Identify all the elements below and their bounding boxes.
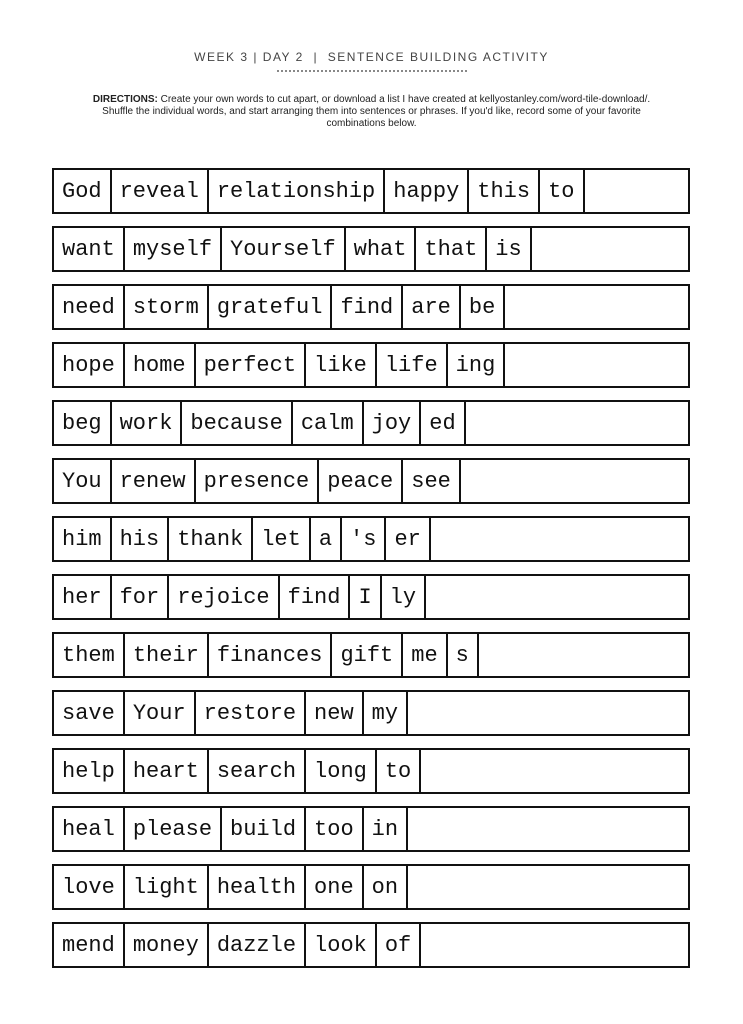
word-tile[interactable]: find xyxy=(280,576,351,618)
word-tile[interactable]: calm xyxy=(293,402,364,444)
word-row xyxy=(52,168,690,214)
blank-tile xyxy=(421,924,688,966)
word-tile[interactable]: life xyxy=(377,344,448,386)
word-tile[interactable]: my xyxy=(364,692,408,734)
word-tile[interactable]: let xyxy=(253,518,311,560)
word-tile[interactable]: please xyxy=(125,808,222,850)
word-tile[interactable]: joy xyxy=(364,402,422,444)
word-tile[interactable]: ing xyxy=(448,344,506,386)
dotted-divider xyxy=(277,70,467,72)
word-tile[interactable]: storm xyxy=(125,286,209,328)
directions-block xyxy=(90,94,653,130)
word-tile[interactable]: like xyxy=(306,344,377,386)
word-row xyxy=(52,284,690,330)
blank-tile xyxy=(585,170,689,212)
blank-tile xyxy=(505,286,688,328)
word-tile[interactable]: mend xyxy=(54,924,125,966)
word-tile[interactable]: look xyxy=(306,924,377,966)
word-tile[interactable]: to xyxy=(377,750,421,792)
word-tile[interactable]: new xyxy=(306,692,364,734)
blank-tile xyxy=(461,460,688,502)
blank-tile xyxy=(408,692,688,734)
word-tile[interactable]: search xyxy=(209,750,306,792)
blank-tile xyxy=(505,344,688,386)
word-tile[interactable]: that xyxy=(416,228,487,270)
word-tile[interactable]: their xyxy=(125,634,209,676)
word-tile[interactable]: peace xyxy=(319,460,403,502)
word-tile[interactable]: I xyxy=(350,576,381,618)
word-tile[interactable]: home xyxy=(125,344,196,386)
word-tile[interactable]: s xyxy=(448,634,479,676)
word-tile[interactable]: save xyxy=(54,692,125,734)
blank-tile xyxy=(426,576,688,618)
word-tile[interactable]: want xyxy=(54,228,125,270)
word-tile[interactable]: to xyxy=(540,170,584,212)
word-tile[interactable]: is xyxy=(487,228,531,270)
word-tile[interactable]: presence xyxy=(196,460,320,502)
word-tile[interactable]: him xyxy=(54,518,112,560)
word-tile[interactable]: thank xyxy=(169,518,253,560)
word-tile[interactable]: finances xyxy=(209,634,333,676)
blank-tile xyxy=(431,518,688,560)
word-tile[interactable]: God xyxy=(54,170,112,212)
word-tile[interactable]: grateful xyxy=(209,286,333,328)
word-tile[interactable]: renew xyxy=(112,460,196,502)
word-tile[interactable]: ly xyxy=(382,576,426,618)
word-tile[interactable]: find xyxy=(332,286,403,328)
word-row xyxy=(52,864,690,910)
word-tile[interactable]: heal xyxy=(54,808,125,850)
word-row xyxy=(52,806,690,852)
page-header xyxy=(0,50,743,72)
blank-tile xyxy=(479,634,688,676)
word-row xyxy=(52,400,690,446)
word-tile[interactable]: restore xyxy=(196,692,306,734)
word-tile[interactable]: relationship xyxy=(209,170,385,212)
word-tile[interactable]: need xyxy=(54,286,125,328)
blank-tile xyxy=(421,750,688,792)
word-tile[interactable]: long xyxy=(306,750,377,792)
word-tile[interactable]: this xyxy=(469,170,540,212)
word-tile[interactable]: health xyxy=(209,866,306,908)
word-row xyxy=(52,748,690,794)
blank-tile xyxy=(532,228,688,270)
word-tile[interactable]: one xyxy=(306,866,364,908)
word-tile[interactable]: er xyxy=(386,518,430,560)
word-tile[interactable]: ed xyxy=(421,402,465,444)
word-tile[interactable]: perfect xyxy=(196,344,306,386)
word-tile[interactable]: reveal xyxy=(112,170,209,212)
blank-tile xyxy=(408,866,688,908)
word-tile[interactable]: heart xyxy=(125,750,209,792)
word-tile[interactable]: a xyxy=(311,518,342,560)
word-tile[interactable]: 's xyxy=(342,518,386,560)
word-row xyxy=(52,690,690,736)
blank-tile xyxy=(466,402,688,444)
word-tile[interactable]: too xyxy=(306,808,364,850)
word-tile[interactable]: on xyxy=(364,866,408,908)
word-tile[interactable]: work xyxy=(112,402,183,444)
word-tile[interactable]: what xyxy=(346,228,417,270)
word-tile[interactable]: are xyxy=(403,286,461,328)
word-tile[interactable]: her xyxy=(54,576,112,618)
word-row xyxy=(52,516,690,562)
word-tile[interactable]: happy xyxy=(385,170,469,212)
word-tile[interactable]: love xyxy=(54,866,125,908)
word-row xyxy=(52,632,690,678)
word-tile[interactable]: be xyxy=(461,286,505,328)
word-tile[interactable]: Your xyxy=(125,692,196,734)
word-tile[interactable]: rejoice xyxy=(169,576,279,618)
word-tile[interactable]: them xyxy=(54,634,125,676)
word-tile[interactable]: beg xyxy=(54,402,112,444)
word-tile[interactable]: hope xyxy=(54,344,125,386)
word-row xyxy=(52,342,690,388)
word-row xyxy=(52,922,690,968)
word-row xyxy=(52,458,690,504)
word-tile[interactable]: myself xyxy=(125,228,222,270)
word-tile[interactable]: me xyxy=(403,634,447,676)
word-tile[interactable]: Yourself xyxy=(222,228,346,270)
word-tile[interactable]: dazzle xyxy=(209,924,306,966)
word-tile[interactable]: because xyxy=(182,402,292,444)
directions-text: Create your own words to cut apart, or download a list I have created at kellyostanley.com/word-tile-download/. Shuffle the individual words, and start arranging them into sentences or phrases. If you'd like, record some of your favorite combinations below. xyxy=(102,94,651,129)
word-tile[interactable]: build xyxy=(222,808,306,850)
word-tile[interactable]: gift xyxy=(332,634,403,676)
word-tile[interactable]: see xyxy=(403,460,461,502)
word-tile[interactable]: help xyxy=(54,750,125,792)
word-row xyxy=(52,226,690,272)
directions-label: DIRECTIONS: xyxy=(92,94,158,105)
word-tile[interactable]: in xyxy=(364,808,408,850)
word-tile[interactable]: of xyxy=(377,924,421,966)
word-tile[interactable]: You xyxy=(54,460,112,502)
word-tile-grid xyxy=(52,168,690,980)
word-tile[interactable]: light xyxy=(125,866,209,908)
blank-tile xyxy=(408,808,688,850)
word-tile[interactable]: money xyxy=(125,924,209,966)
word-row xyxy=(52,574,690,620)
word-tile[interactable]: for xyxy=(112,576,170,618)
word-tile[interactable]: his xyxy=(112,518,170,560)
page-title: WEEK 3 | DAY 2 | SENTENCE BUILDING ACTIVITY xyxy=(194,50,549,64)
